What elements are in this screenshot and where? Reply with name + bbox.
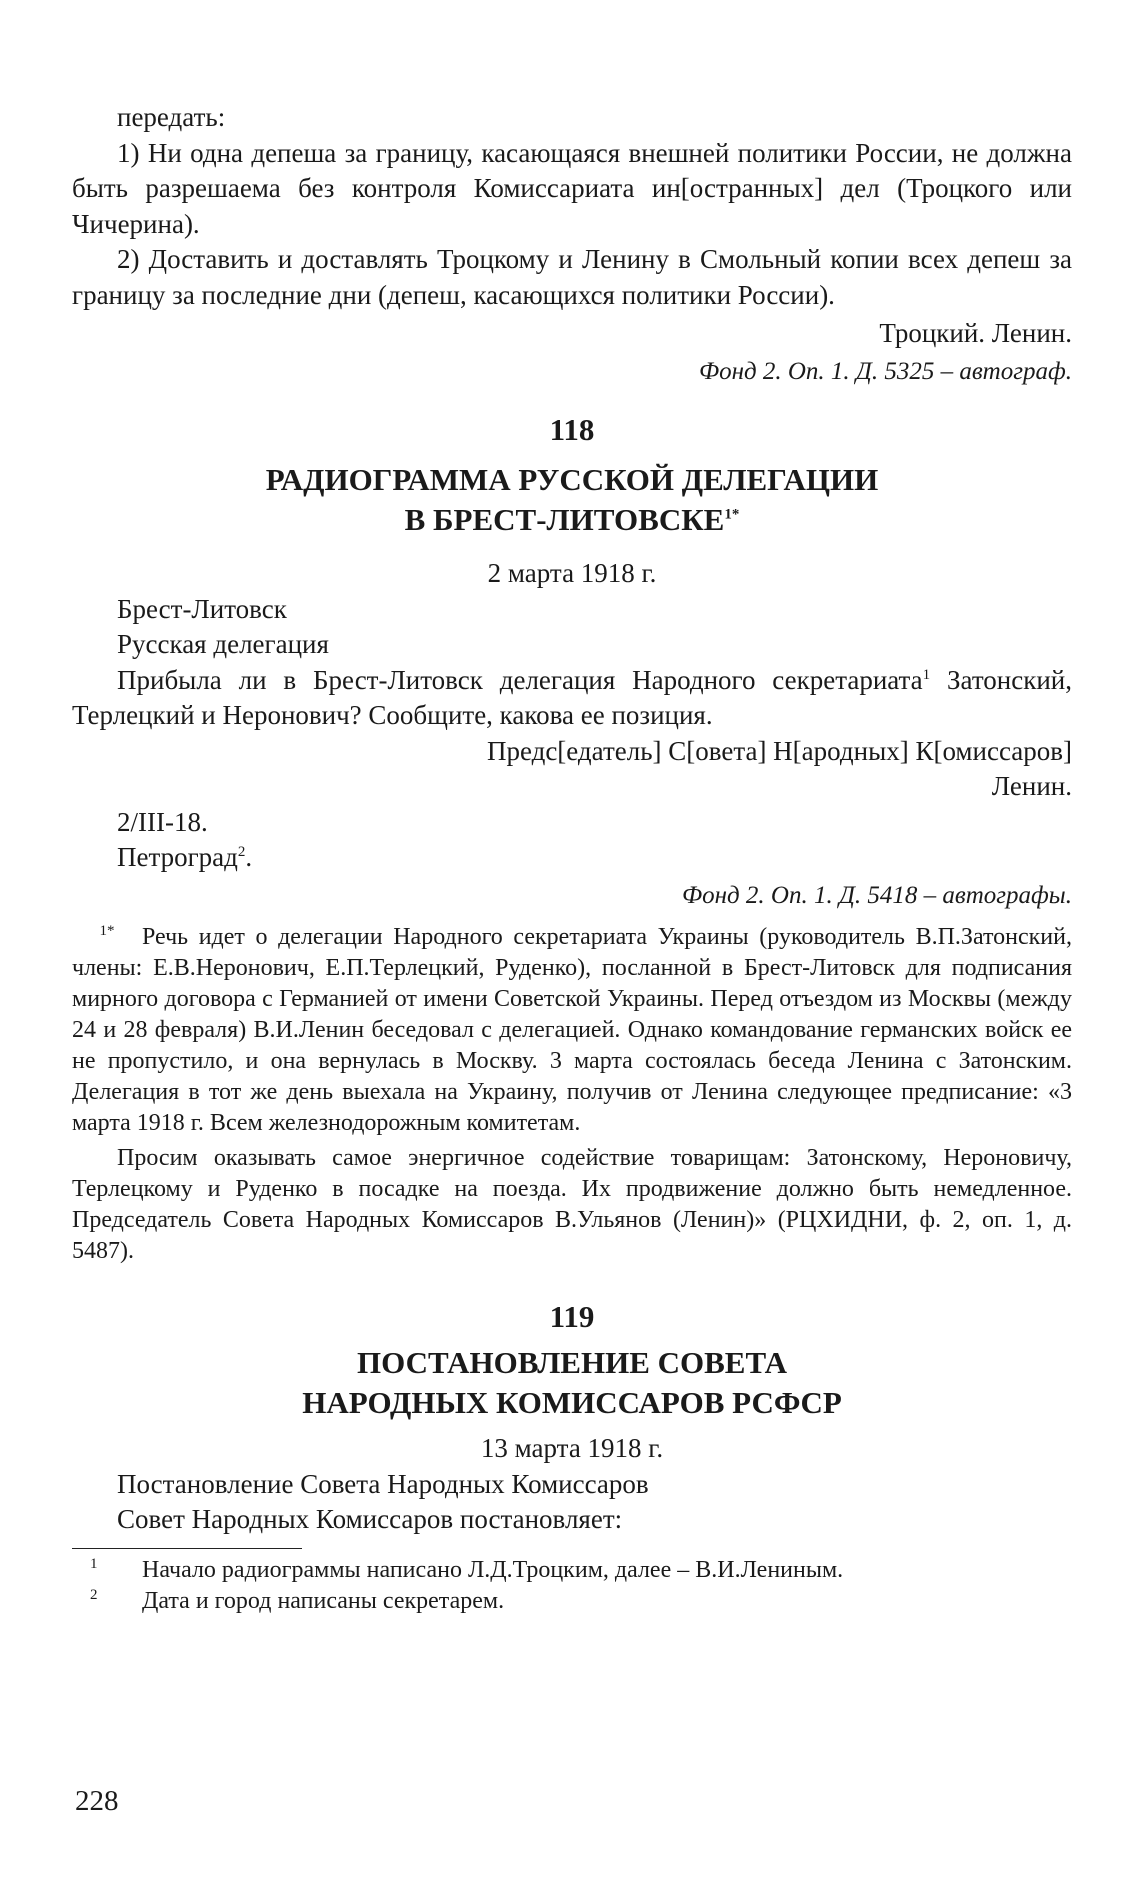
footnote-2: 2 Дата и город написаны секретарем. bbox=[90, 1586, 505, 1614]
commentary-para-1: 1* Речь идет о делегации Народного секретариата Украины (руководитель В.П.Затонский, члены: Е.В.Неронович, Е.П.Терлецкий, Руденко), посланной в Брест-Литовск для подписания мирного договора с Германией от имени Советской Украины. Перед отъездом из Москвы (между 24 и 28 февраля) В.И.Ленин беседовал с делегацией. Однако командование германских войск ее не пропустило, и она вернулась в Москву. 3 марта состоялась беседа Ленина с Затонским. Делегация в тот же день выехала на Украину, получив от Ленина следующее предписание: «3 марта 1918 г. Всем железнодорожным комитетам. bbox=[72, 922, 1072, 1136]
doc117-lead: передать: bbox=[117, 102, 226, 132]
doc118-place-end: . bbox=[245, 842, 253, 872]
doc119-title-line2: НАРОДНЫХ КОМИССАРОВ РСФСР bbox=[302, 1384, 842, 1420]
footnote-1-text: Начало радиограммы написано Л.Д.Троцким, далее – В.И.Лениным. bbox=[142, 1556, 844, 1583]
footnote-2-text: Дата и город написаны секретарем. bbox=[142, 1587, 505, 1614]
page-number: 228 bbox=[75, 1785, 119, 1817]
doc119-line-1: Постановление Совета Народных Комиссаров bbox=[117, 1468, 649, 1499]
doc118-address-2: Русская делегация bbox=[117, 629, 329, 659]
doc119-date: 13 марта 1918 г. bbox=[480, 1432, 664, 1463]
doc119-number: 119 bbox=[549, 1298, 595, 1334]
doc119-title bbox=[72, 1343, 1072, 1423]
doc118-place-mark: 2 bbox=[237, 844, 246, 860]
doc118-text-b: Затонский, Терлецкий и Неронович? Сообщите, какова ее позиция. bbox=[72, 664, 1072, 730]
doc117-item-2: 2) Доставить и доставлять Троцкому и Ленину в Смольный копии всех депеш за границу за последние дни (депеш, касающихся политики России). bbox=[72, 244, 1072, 310]
doc118-text-mark: 1 bbox=[922, 666, 931, 683]
doc118-text bbox=[72, 663, 1072, 734]
commentary-para-2: Просим оказывать самое энергичное содействие товарищам: Затонскому, Нероновичу, Терлецкому и Руденко в посадке на поезда. Их продвижение должно быть немедленное. Председатель Совета Народных Комиссаров В.Ульянов (Ленин)» (РЦХИДНИ, ф. 2, оп. 1, д. 5487). bbox=[72, 1144, 1072, 1264]
doc117-signature: Троцкий. Ленин. bbox=[879, 318, 1072, 348]
footnote-1: 1 Начало радиограммы написано Л.Д.Троцким, далее – В.И.Лениным. bbox=[90, 1555, 844, 1583]
doc119-line-2: Совет Народных Комиссаров постановляет: bbox=[117, 1504, 623, 1534]
doc118-signer-name: Ленин. bbox=[991, 771, 1072, 801]
doc118-place bbox=[72, 840, 1072, 876]
doc117-item-1: 1) Ни одна депеша за границу, касающаяся внешней политики России, не должна быть разрешаема без контроля Комиссариата ин[остранных] дел (Троцкого или Чичерина). bbox=[72, 137, 1072, 239]
doc118-title-mark: 1* bbox=[724, 506, 740, 523]
doc117-source: Фонд 2. Оп. 1. Д. 5325 – автограф. bbox=[698, 357, 1072, 385]
doc118-sign-date: 2/III-18. bbox=[117, 806, 208, 837]
doc118-title-line2: В БРЕСТ-ЛИТОВСКЕ bbox=[404, 501, 725, 537]
doc118-date: 2 марта 1918 г. bbox=[487, 557, 657, 588]
doc118-address-1: Брест-Литовск bbox=[117, 593, 287, 624]
doc118-title-line1: РАДИОГРАММА РУССКОЙ ДЕЛЕГАЦИИ bbox=[265, 461, 879, 497]
doc118-number: 118 bbox=[549, 411, 595, 447]
doc118-signer: Предс[едатель] С[овета] Н[ародных] К[омиссаров] bbox=[486, 735, 1072, 766]
commentary-text-1: Речь идет о делегации Народного секретариата Украины (руководитель В.П.Затонский, члены: Е.В.Неронович, Е.П.Терлецкий, Руденко), посланной в Брест-Литовск для подписания мирного договора с Германией от имени Советской Украины. Перед отъездом из Москвы (между 24 и 28 февраля) В.И.Ленин беседовал с делегацией. Однако командование германских войск ее не пропустило, и она вернулась в Москву. 3 марта состоялась беседа Ленина с Затонским. Делегация в тот же день выехала на Украину, получив от Ленина следующее предписание: «3 марта 1918 г. Всем железнодорожным комитетам. bbox=[72, 923, 1072, 1136]
doc118-place-name: Петроград bbox=[117, 842, 238, 872]
footnote-divider bbox=[72, 1548, 302, 1549]
doc118-title bbox=[72, 460, 1072, 540]
doc118-source: Фонд 2. Оп. 1. Д. 5418 – автографы. bbox=[682, 881, 1072, 909]
page-content bbox=[72, 100, 1072, 1617]
doc118-text-a: Прибыла ли в Брест-Литовск делегация Народного секретариата bbox=[117, 664, 923, 695]
doc119-title-line1: ПОСТАНОВЛЕНИЕ СОВЕТА bbox=[356, 1344, 788, 1380]
